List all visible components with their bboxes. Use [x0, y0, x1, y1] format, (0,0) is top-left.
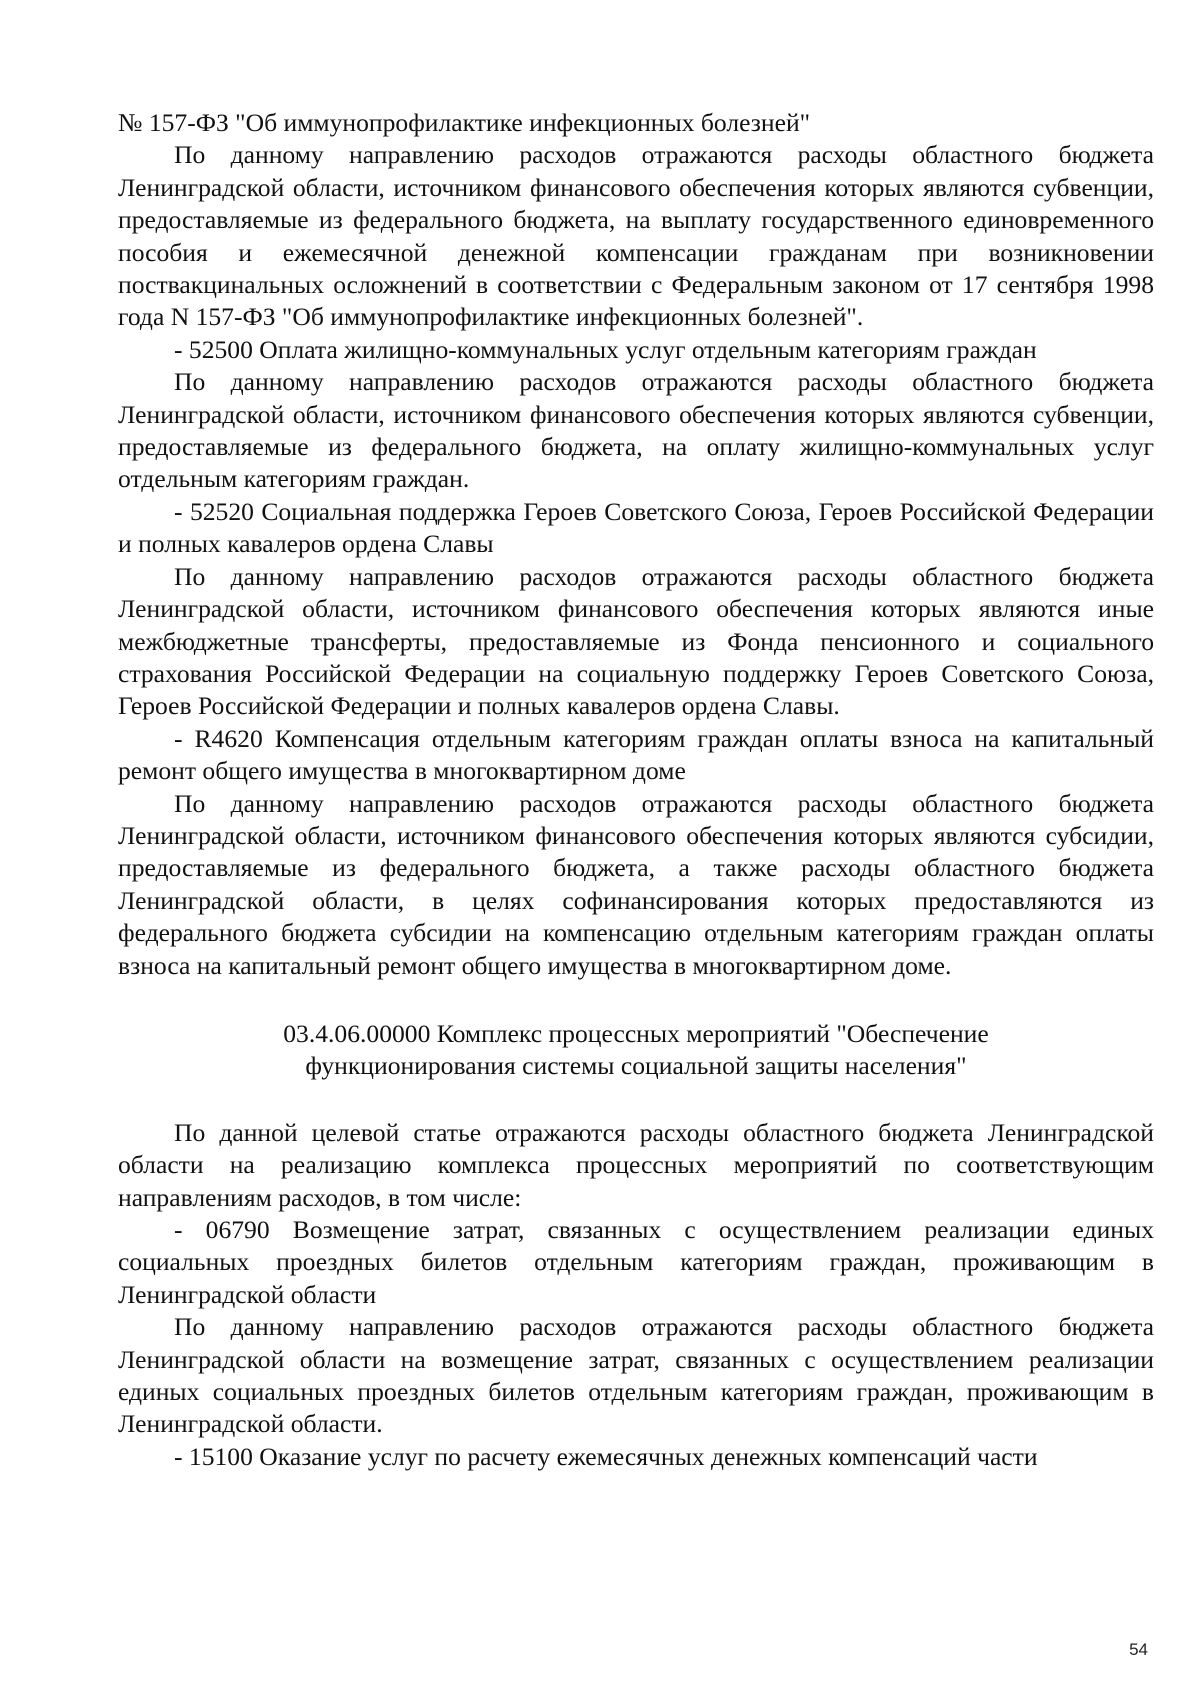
paragraph-law-reference: № 157-ФЗ "Об иммунопрофилактике инфекционных болезней": [118, 108, 811, 137]
paragraph-06790-description: По данному направлению расходов отражаются расходы областного бюджета Ленинградской области на возмещение затрат, связанных с осуществлением реализации единых социальных проездных билетов отдельным категориям граждан, проживающим в Ленинградской области.: [118, 1312, 1154, 1439]
section-heading: 03.4.06.00000 Комплекс процессных мероприятий "Обеспечение функционирования системы социальной защиты населения": [283, 1018, 989, 1081]
paragraph-vaccination-description: По данному направлению расходов отражаются расходы областного бюджета Ленинградской области, источником финансового обеспечения которых являются субвенции, предоставляемые из федерального бюджета, на выплату государственного единовременного пособия и ежемесячной денежной компенсации гражданам при возникновении поствакцинальных осложнений в соответствии с Федеральным законом от 17 сентября 1998 года N 157-ФЗ "Об иммунопрофилактике инфекционных болезней".: [118, 140, 1154, 332]
item-52520: - 52520 Социальная поддержка Героев Советского Союза, Героев Российской Федерации и полных кавалеров ордена Славы: [118, 496, 1154, 559]
paragraph-52500-description: По данному направлению расходов отражаются расходы областного бюджета Ленинградской области, источником финансового обеспечения которых являются субвенции, предоставляемые из федерального бюджета, на оплату жилищно-коммунальных услуг отдельным категориям граждан.: [118, 367, 1154, 494]
paragraph-r4620-description: По данному направлению расходов отражаются расходы областного бюджета Ленинградской области, источником финансового обеспечения которых являются субсидии, предоставляемые из федерального бюджета, а также расходы областного бюджета Ленинградской области, в целях софинансирования которых предоставляются из федерального бюджета субсидии на компенсацию отдельным категориям граждан оплаты взноса на капитальный ремонт общего имущества в многоквартирном доме.: [118, 788, 1154, 980]
item-r4620: - R4620 Компенсация отдельным категориям граждан оплаты взноса на капитальный ремонт общего имущества в многоквартирном доме: [118, 723, 1154, 786]
paragraph-section-intro: По данной целевой статье отражаются расходы областного бюджета Ленинградской области на реализацию комплекса процессных мероприятий по соответствующим направлениям расходов, в том числе:: [118, 1117, 1154, 1212]
item-15100: - 15100 Оказание услуг по расчету ежемесячных денежных компенсаций части: [174, 1441, 1038, 1471]
document-body: [118, 107, 1154, 1473]
item-06790: - 06790 Возмещение затрат, связанных с осуществлением реализации единых социальных проездных билетов отдельным категориям граждан, проживающим в Ленинградской области: [118, 1215, 1154, 1309]
paragraph-52520-description: По данному направлению расходов отражаются расходы областного бюджета Ленинградской области, источником финансового обеспечения которых являются иные межбюджетные трансферты, предоставляемые из Фонда пенсионного и социального страхования Российской Федерации на социальную поддержку Героев Советского Союза, Героев Российской Федерации и полных кавалеров ордена Славы.: [118, 561, 1154, 721]
item-52500: - 52500 Оплата жилищно-коммунальных услуг отдельным категориям граждан: [174, 334, 1037, 364]
page-number: 54: [1129, 1640, 1148, 1659]
